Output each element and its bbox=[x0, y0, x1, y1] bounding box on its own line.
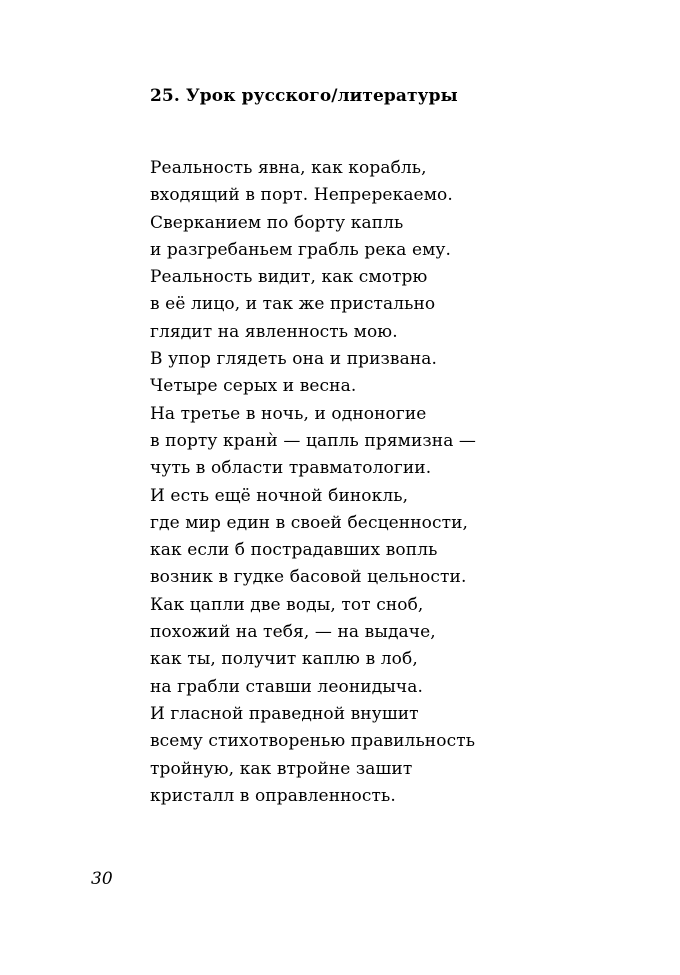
poem-line: тройную, как втройне зашит bbox=[150, 758, 413, 779]
poem-line: где мир един в своей бесценности, bbox=[150, 512, 469, 533]
poem-line: чуть в области травматологии. bbox=[150, 458, 432, 479]
poem-line: в её лицо, и так же пристально bbox=[150, 294, 436, 315]
poem-line: кристалл в оправленность. bbox=[150, 785, 396, 806]
page-number: 30 bbox=[91, 869, 113, 889]
poem-title: 25. Урок русского/литературы bbox=[150, 86, 458, 106]
poem-line: входящий в порт. Непререкаемо. bbox=[150, 185, 453, 206]
poem-line: всему стихотворенью правильность bbox=[150, 731, 476, 752]
poem-line: На третье в ночь, и одноногие bbox=[150, 403, 427, 424]
poem-body bbox=[150, 155, 476, 810]
poem-line: как ты, получит каплю в лоб, bbox=[150, 649, 418, 670]
poem-line: глядит на явленность мою. bbox=[150, 321, 398, 342]
poem-line: возник в гудке басовой цельности. bbox=[150, 567, 467, 588]
poem-line: Как цапли две воды, тот сноб, bbox=[150, 594, 424, 615]
poem-line: Сверканием по борту капль bbox=[150, 212, 404, 233]
poem-line: Реальность видит, как смотрю bbox=[150, 267, 428, 288]
poem-line: Реальность явна, как корабль, bbox=[150, 158, 427, 178]
poem-line: и разгребаньем грабль река ему. bbox=[150, 239, 452, 260]
poem-line: И есть ещё ночной бинокль, bbox=[150, 485, 409, 506]
poem-line: И гласной праведной внушит bbox=[150, 703, 419, 724]
poem-line: в порту кранѝ — цапль прямизна — bbox=[150, 430, 477, 451]
poem-line: похожий на тебя, — на выдаче, bbox=[150, 622, 436, 643]
poem-line: как если б пострадавших вопль bbox=[150, 540, 438, 561]
poem-line: Четыре серых и весна. bbox=[150, 376, 357, 397]
poem-line: на грабли ставши леонидыча. bbox=[150, 676, 423, 697]
poem-line: В упор глядеть она и призвана. bbox=[150, 349, 438, 370]
